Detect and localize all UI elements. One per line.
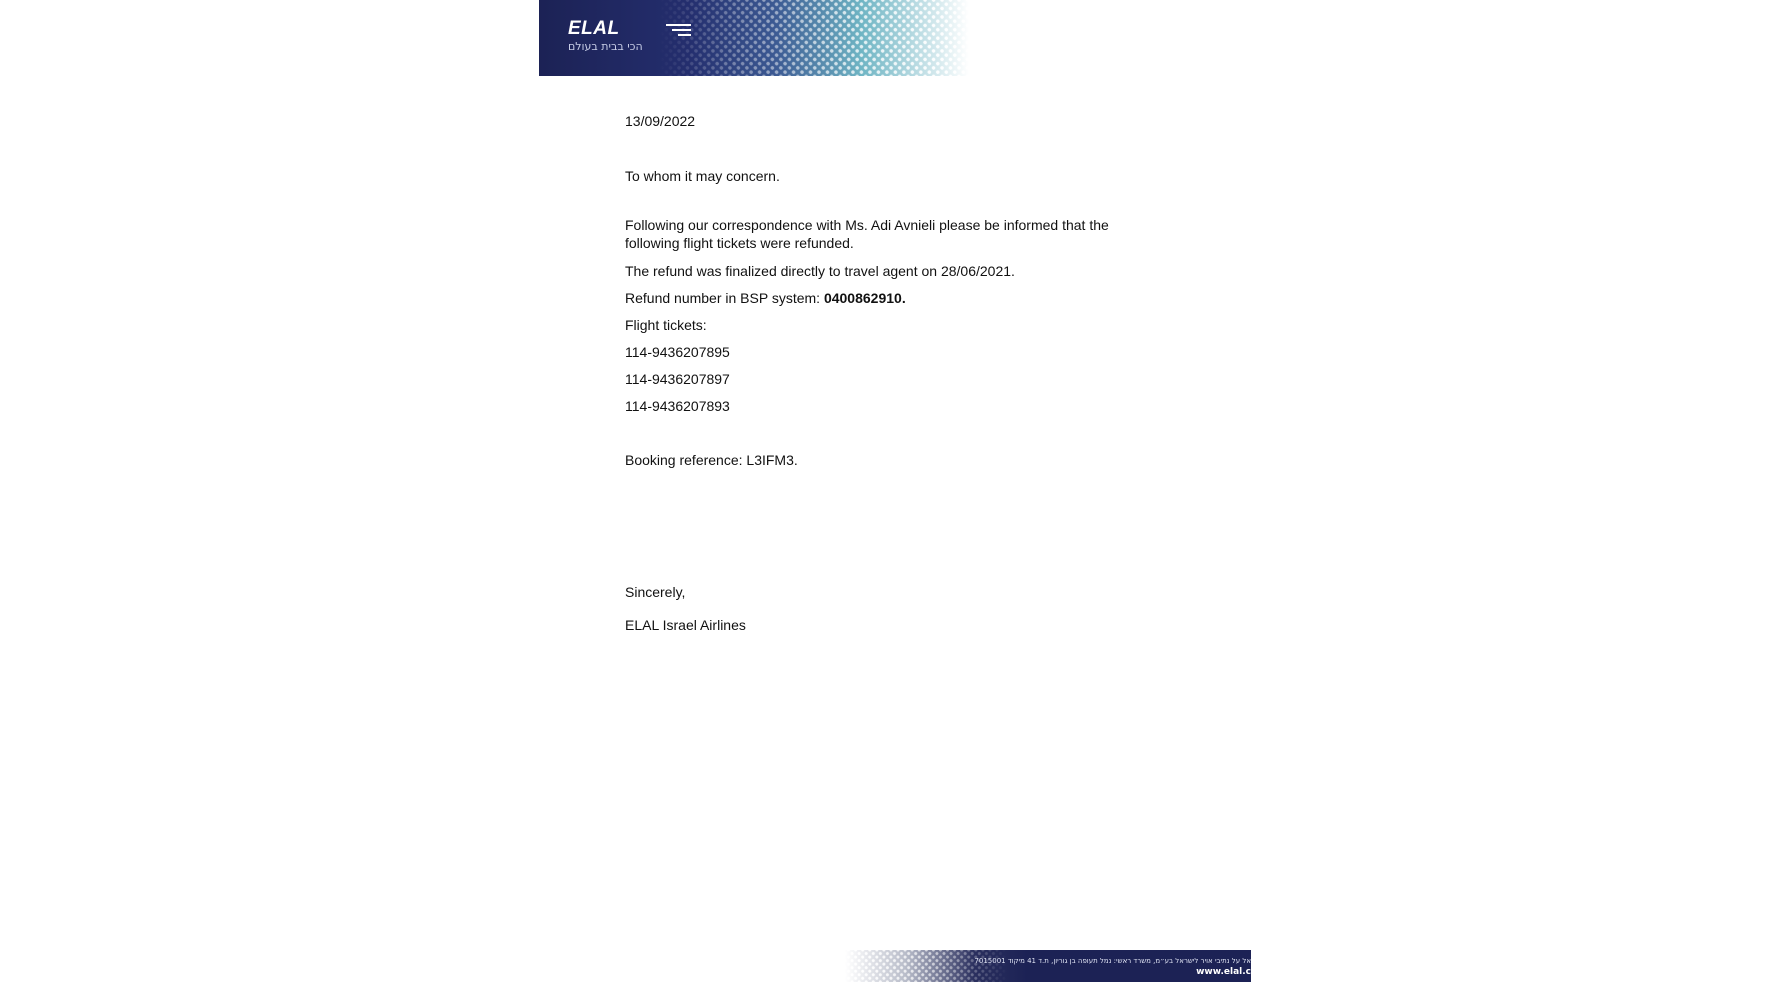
refund-label: Refund number in BSP system: <box>625 290 824 306</box>
ticket-number: 114-9436207897 <box>625 371 730 387</box>
paragraph-2: The refund was finalized directly to travel agent on 28/06/2021. <box>625 263 1015 279</box>
booking-reference: L3IFM3. <box>746 452 798 468</box>
refund-line <box>625 289 1185 307</box>
letter-date: 13/09/2022 <box>625 113 696 129</box>
letter-salutation: To whom it may concern. <box>625 168 780 184</box>
logo-stripes-icon <box>666 24 691 36</box>
paragraph-1-line-2: following flight tickets were refunded. <box>625 235 854 251</box>
footer-website: www.elal.c <box>1196 967 1251 977</box>
header-banner <box>539 0 969 76</box>
elal-logo: ELAL <box>568 18 620 39</box>
letter-closing: Sincerely, <box>625 584 686 600</box>
letter-signature: ELAL Israel Airlines <box>625 617 746 633</box>
refund-number: 0400862910. <box>823 290 906 306</box>
booking-label: Booking reference: <box>625 452 747 468</box>
ticket-number: 114-9436207893 <box>625 398 730 414</box>
header-tagline: הכי בבית בעולם <box>568 40 643 53</box>
letter-body <box>625 112 1185 634</box>
letter-page <box>539 0 1251 1000</box>
tickets-label: Flight tickets: <box>625 317 707 333</box>
ticket-number: 114-9436207895 <box>625 344 730 360</box>
booking-line <box>625 451 1185 469</box>
footer-banner <box>845 950 1251 982</box>
footer-pattern <box>845 950 1251 982</box>
footer-address: אל על נתיבי אויר לישראל בע״מ, משרד ראשי: נמל תעופה בן גוריון, ת.ד 41 מיקוד 7015001 <box>974 957 1251 965</box>
paragraph-1-line-1: Following our correspondence with Ms. Adi Avnieli please be informed that the <box>625 217 1109 233</box>
